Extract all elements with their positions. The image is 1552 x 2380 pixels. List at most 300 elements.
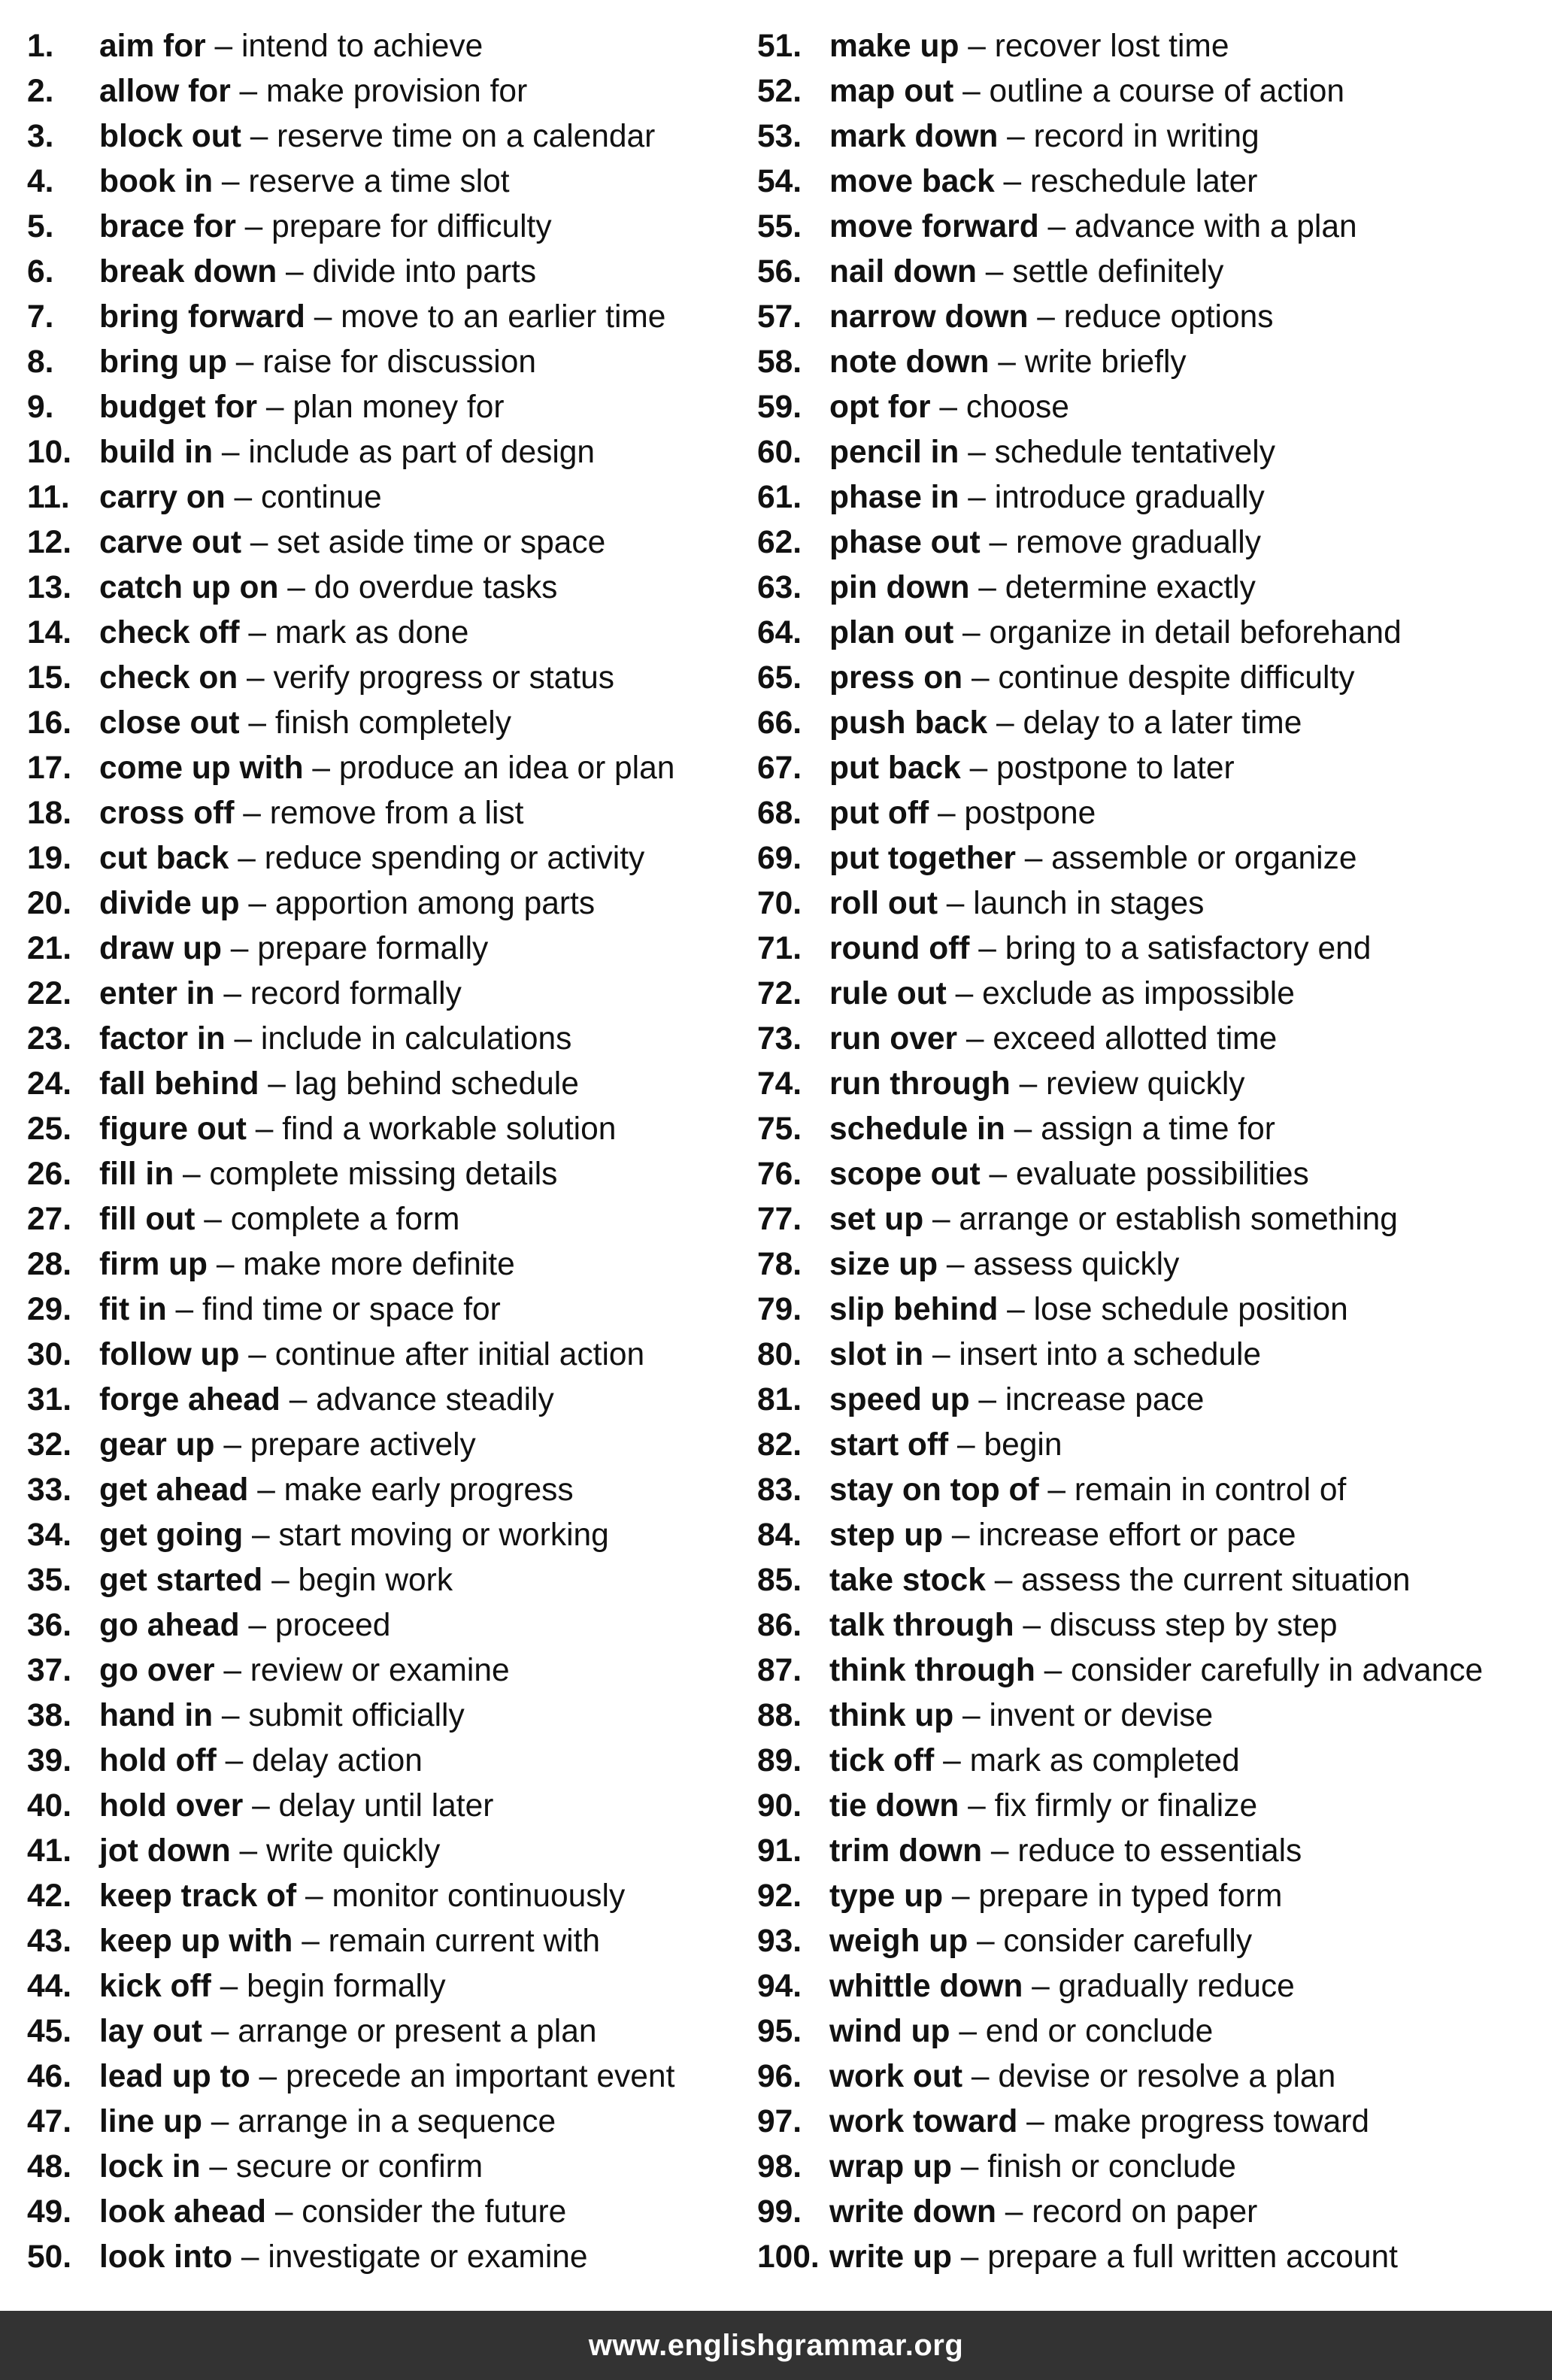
list-item xyxy=(757,295,1547,340)
dash-separator: – xyxy=(216,1743,253,1778)
list-item xyxy=(757,1693,1547,1739)
list-item xyxy=(757,520,1547,565)
phrasal-verb-term: fill in xyxy=(99,1157,174,1192)
phrasal-verb-definition: assess the current situation xyxy=(1021,1563,1411,1598)
phrasal-verb-definition: mark as done xyxy=(274,615,469,650)
item-number: 93. xyxy=(757,1924,802,1959)
dash-separator: – xyxy=(305,299,341,335)
dash-separator: – xyxy=(213,435,249,470)
item-number: 91. xyxy=(757,1833,802,1869)
item-number: 87. xyxy=(757,1653,802,1688)
phrasal-verb-term: lead up to xyxy=(99,2059,250,2094)
list-item xyxy=(757,205,1547,250)
phrasal-verb-definition: begin xyxy=(984,1427,1062,1463)
phrasal-verb-definition: arrange in a sequence xyxy=(238,2104,556,2139)
dash-separator: – xyxy=(1015,841,1052,876)
phrasal-verb-term: start off xyxy=(829,1427,949,1463)
dash-separator: – xyxy=(230,74,266,109)
item-number: 97. xyxy=(757,2104,802,2139)
dash-separator: – xyxy=(205,29,241,64)
list-item xyxy=(27,430,749,475)
phrasal-verb-term: write up xyxy=(829,2239,952,2275)
item-number: 3. xyxy=(27,119,54,154)
list-item xyxy=(27,520,749,565)
phrasal-verb-term: divide up xyxy=(99,886,240,921)
dash-separator: – xyxy=(235,209,272,244)
phrasal-verb-term: wrap up xyxy=(829,2149,952,2184)
item-number: 15. xyxy=(27,660,72,696)
list-item xyxy=(27,340,749,385)
phrasal-verb-term: cut back xyxy=(99,841,229,876)
phrasal-verb-term: get going xyxy=(99,1517,244,1553)
phrasal-verb-term: line up xyxy=(99,2104,202,2139)
list-item xyxy=(757,2235,1547,2280)
item-number: 80. xyxy=(757,1337,802,1372)
phrasal-verb-definition: make more definite xyxy=(243,1247,515,1282)
phrasal-verb-term: move back xyxy=(829,164,995,199)
dash-separator: – xyxy=(959,435,995,470)
phrasal-verb-term: enter in xyxy=(99,976,215,1011)
phrasal-verb-term: push back xyxy=(829,705,988,741)
phrasal-verb-definition: continue after initial action xyxy=(274,1337,645,1372)
phrasal-verb-term: work out xyxy=(829,2059,963,2094)
phrasal-verb-definition: postpone xyxy=(964,796,1096,831)
phrasal-verb-term: come up with xyxy=(99,750,304,786)
dash-separator: – xyxy=(1014,1608,1050,1643)
dash-separator: – xyxy=(239,705,275,741)
list-item xyxy=(27,1197,749,1242)
list-item xyxy=(27,2054,749,2100)
list-item xyxy=(27,1513,749,1558)
phrasal-verb-term: fall behind xyxy=(99,1066,259,1102)
list-item xyxy=(27,1242,749,1287)
item-number: 54. xyxy=(757,164,802,199)
item-number: 31. xyxy=(27,1382,72,1417)
phrasal-verb-term: think up xyxy=(829,1698,954,1733)
dash-separator: – xyxy=(241,525,277,560)
list-item xyxy=(27,205,749,250)
item-number: 46. xyxy=(27,2059,72,2094)
item-number: 51. xyxy=(757,29,802,64)
list-item xyxy=(757,611,1547,656)
list-item xyxy=(757,701,1547,746)
dash-separator: – xyxy=(1005,1111,1041,1147)
phrasal-verb-term: move forward xyxy=(829,209,1039,244)
phrasal-verb-definition: increase effort or pace xyxy=(978,1517,1296,1553)
dash-separator: – xyxy=(976,254,1013,290)
phrasal-verb-term: plan out xyxy=(829,615,954,650)
phrasal-verb-term: kick off xyxy=(99,1969,211,2004)
phrasal-verb-term: type up xyxy=(829,1878,944,1914)
item-number: 64. xyxy=(757,615,802,650)
item-number: 33. xyxy=(27,1472,72,1508)
phrasal-verb-definition: find time or space for xyxy=(202,1292,501,1327)
list-item xyxy=(757,1017,1547,1062)
list-item xyxy=(27,791,749,836)
phrasal-verb-definition: schedule tentatively xyxy=(994,435,1275,470)
phrasal-verb-term: map out xyxy=(829,74,954,109)
dash-separator: – xyxy=(239,615,275,650)
dash-separator: – xyxy=(202,2014,238,2049)
phrasal-verb-term: stay on top of xyxy=(829,1472,1039,1508)
phrasal-verb-definition: divide into parts xyxy=(312,254,537,290)
dash-separator: – xyxy=(214,976,250,1011)
list-item xyxy=(27,1107,749,1152)
item-number: 8. xyxy=(27,344,54,380)
item-number: 78. xyxy=(757,1247,802,1282)
phrasal-verb-definition: prepare actively xyxy=(250,1427,476,1463)
item-number: 52. xyxy=(757,74,802,109)
phrasal-verb-term: speed up xyxy=(829,1382,970,1417)
phrasal-verb-term: round off xyxy=(829,931,970,966)
list-item xyxy=(757,1964,1547,2009)
item-number: 14. xyxy=(27,615,72,650)
phrasal-verb-definition: arrange or present a plan xyxy=(238,2014,597,2049)
item-number: 99. xyxy=(757,2194,802,2230)
list-item xyxy=(757,1468,1547,1513)
list-item xyxy=(27,611,749,656)
phrasal-verb-definition: reserve time on a calendar xyxy=(277,119,656,154)
phrasal-verb-term: check on xyxy=(99,660,238,696)
list-item xyxy=(27,2190,749,2235)
phrasal-verb-definition: set aside time or space xyxy=(277,525,606,560)
list-item xyxy=(27,1468,749,1513)
item-number: 23. xyxy=(27,1021,72,1057)
phrasal-verb-definition: prepare formally xyxy=(257,931,489,966)
dash-separator: – xyxy=(953,615,990,650)
phrasal-verb-term: work toward xyxy=(829,2104,1018,2139)
phrasal-verb-definition: settle definitely xyxy=(1012,254,1224,290)
item-number: 44. xyxy=(27,1969,72,2004)
phrasal-verb-definition: advance with a plan xyxy=(1074,209,1357,244)
item-number: 6. xyxy=(27,254,54,290)
list-item xyxy=(27,1648,749,1693)
item-number: 43. xyxy=(27,1924,72,1959)
phrasal-verb-term: keep up with xyxy=(99,1924,293,1959)
phrasal-verb-definition: gradually reduce xyxy=(1058,1969,1295,2004)
dash-separator: – xyxy=(1010,1066,1047,1102)
dash-separator: – xyxy=(262,1563,299,1598)
dash-separator: – xyxy=(950,2014,986,2049)
dash-separator: – xyxy=(213,164,249,199)
dash-separator: – xyxy=(969,931,1005,966)
phrasal-verb-definition: finish or conclude xyxy=(987,2149,1236,2184)
item-number: 21. xyxy=(27,931,72,966)
item-number: 25. xyxy=(27,1111,72,1147)
dash-separator: – xyxy=(962,2059,999,2094)
phrasal-verb-term: put back xyxy=(829,750,961,786)
dash-separator: – xyxy=(211,1969,247,2004)
dash-separator: – xyxy=(959,29,995,64)
item-number: 17. xyxy=(27,750,72,786)
item-number: 28. xyxy=(27,1247,72,1282)
list-item xyxy=(27,2235,749,2280)
phrasal-verb-definition: evaluate possibilities xyxy=(1015,1157,1309,1192)
list-item xyxy=(27,2145,749,2190)
dash-separator: – xyxy=(243,1517,279,1553)
item-number: 22. xyxy=(27,976,72,1011)
phrasal-verb-term: close out xyxy=(99,705,240,741)
item-number: 11. xyxy=(27,480,70,515)
dash-separator: – xyxy=(1028,299,1064,335)
list-item xyxy=(757,1242,1547,1287)
dash-separator: – xyxy=(1023,1969,1059,2004)
dash-separator: – xyxy=(994,164,1030,199)
list-item xyxy=(27,565,749,611)
dash-separator: – xyxy=(953,1698,990,1733)
dash-separator: – xyxy=(989,344,1025,380)
phrasal-verb-term: slot in xyxy=(829,1337,924,1372)
phrasal-verb-term: step up xyxy=(829,1517,944,1553)
item-number: 82. xyxy=(757,1427,802,1463)
phrasal-verb-term: build in xyxy=(99,435,214,470)
list-item xyxy=(27,836,749,881)
phrasal-verb-definition: remain in control of xyxy=(1074,1472,1347,1508)
list-item xyxy=(27,385,749,430)
item-number: 37. xyxy=(27,1653,72,1688)
phrasal-verb-term: narrow down xyxy=(829,299,1029,335)
dash-separator: – xyxy=(982,1833,1018,1869)
phrasal-verb-term: opt for xyxy=(829,390,931,425)
list-item xyxy=(757,1558,1547,1603)
dash-separator: – xyxy=(248,1472,284,1508)
list-item xyxy=(757,565,1547,611)
phrasal-verb-definition: write briefly xyxy=(1024,344,1187,380)
phrasal-verb-definition: reduce to essentials xyxy=(1017,1833,1302,1869)
list-item xyxy=(27,1739,749,1784)
phrasal-verb-term: brace for xyxy=(99,209,236,244)
phrasal-verb-definition: intend to achieve xyxy=(241,29,483,64)
item-number: 62. xyxy=(757,525,802,560)
dash-separator: – xyxy=(226,344,263,380)
phrasal-verb-definition: mark as completed xyxy=(969,1743,1240,1778)
phrasal-verb-definition: precede an important event xyxy=(285,2059,675,2094)
list-item xyxy=(27,24,749,69)
item-number: 16. xyxy=(27,705,72,741)
phrasal-verb-term: think through xyxy=(829,1653,1035,1688)
item-number: 75. xyxy=(757,1111,802,1147)
phrasal-verb-term: get started xyxy=(99,1563,263,1598)
item-number: 9. xyxy=(27,390,54,425)
item-number: 89. xyxy=(757,1743,802,1778)
list-item xyxy=(757,250,1547,295)
list-item xyxy=(27,1874,749,1919)
phrasal-verb-term: hold off xyxy=(99,1743,217,1778)
phrasal-verb-definition: choose xyxy=(965,390,1069,425)
item-number: 67. xyxy=(757,750,802,786)
item-number: 10. xyxy=(27,435,72,470)
item-number: 5. xyxy=(27,209,54,244)
phrasal-verb-term: mark down xyxy=(829,119,999,154)
dash-separator: – xyxy=(239,1337,275,1372)
list-item xyxy=(27,1558,749,1603)
dash-separator: – xyxy=(998,1292,1034,1327)
list-item xyxy=(757,1603,1547,1648)
phrasal-verb-definition: recover lost time xyxy=(994,29,1229,64)
dash-separator: – xyxy=(241,119,277,154)
dash-separator: – xyxy=(943,1517,979,1553)
dash-separator: – xyxy=(229,841,265,876)
phrasal-verb-definition: write quickly xyxy=(265,1833,441,1869)
list-item xyxy=(757,972,1547,1017)
phrasal-verb-term: nail down xyxy=(829,254,977,290)
phrasal-verb-term: trim down xyxy=(829,1833,983,1869)
phrasal-verb-term: carve out xyxy=(99,525,241,560)
list-item xyxy=(757,1332,1547,1378)
list-item xyxy=(27,1784,749,1829)
list-item xyxy=(27,1287,749,1332)
dash-separator: – xyxy=(266,2194,302,2230)
phrasal-verb-term: carry on xyxy=(99,480,226,515)
list-item xyxy=(757,2145,1547,2190)
phrasal-verb-term: figure out xyxy=(99,1111,247,1147)
dash-separator: – xyxy=(230,1833,266,1869)
dash-separator: – xyxy=(953,74,990,109)
dash-separator: – xyxy=(1038,209,1075,244)
phrasal-verb-term: cross off xyxy=(99,796,235,831)
phrasal-verb-definition: record on paper xyxy=(1032,2194,1258,2230)
dash-separator: – xyxy=(960,750,997,786)
item-number: 41. xyxy=(27,1833,72,1869)
item-number: 76. xyxy=(757,1157,802,1192)
phrasal-verb-definition: continue xyxy=(260,480,382,515)
dash-separator: – xyxy=(957,1021,993,1057)
phrasal-verb-definition: apportion among parts xyxy=(274,886,596,921)
phrasal-verb-definition: postpone to later xyxy=(996,750,1235,786)
list-item xyxy=(27,1919,749,1964)
list-item xyxy=(27,475,749,520)
phrasal-verb-definition: complete a form xyxy=(230,1202,460,1237)
phrasal-verb-definition: review quickly xyxy=(1046,1066,1245,1102)
dash-separator: – xyxy=(951,2239,988,2275)
phrasal-verb-definition: reserve a time slot xyxy=(248,164,510,199)
dash-separator: – xyxy=(225,1021,261,1057)
dash-separator: – xyxy=(243,1788,279,1824)
phrasal-verb-definition: raise for discussion xyxy=(262,344,536,380)
list-item xyxy=(27,1062,749,1107)
phrasal-verb-definition: lose schedule position xyxy=(1033,1292,1348,1327)
dash-separator: – xyxy=(959,1788,995,1824)
phrasal-verb-definition: record formally xyxy=(250,976,462,1011)
dash-separator: – xyxy=(238,660,274,696)
phrasal-verb-definition: remain current with xyxy=(328,1924,601,1959)
phrasal-verb-term: put off xyxy=(829,796,929,831)
phrasal-verb-term: go over xyxy=(99,1653,215,1688)
phrasal-verb-definition: proceed xyxy=(274,1608,391,1643)
item-number: 2. xyxy=(27,74,54,109)
phrasal-verb-term: slip behind xyxy=(829,1292,999,1327)
dash-separator: – xyxy=(938,886,974,921)
list-item xyxy=(27,881,749,926)
item-number: 53. xyxy=(757,119,802,154)
list-item xyxy=(757,1062,1547,1107)
phrasal-verb-definition: assemble or organize xyxy=(1051,841,1357,876)
list-item xyxy=(27,250,749,295)
item-number: 32. xyxy=(27,1427,72,1463)
phrasal-verb-term: set up xyxy=(829,1202,924,1237)
phrasal-verb-term: forge ahead xyxy=(99,1382,280,1417)
phrasal-verb-definition: prepare in typed form xyxy=(978,1878,1283,1914)
item-number: 85. xyxy=(757,1563,802,1598)
phrasal-verb-definition: begin formally xyxy=(247,1969,446,2004)
dash-separator: – xyxy=(980,1157,1016,1192)
item-number: 42. xyxy=(27,1878,72,1914)
footer-website-link[interactable]: www.englishgrammar.org xyxy=(588,2328,964,2362)
dash-separator: – xyxy=(259,1066,295,1102)
list-item xyxy=(27,1152,749,1197)
phrasal-verb-definition: bring to a satisfactory end xyxy=(1005,931,1372,966)
phrasal-verb-term: phase in xyxy=(829,480,959,515)
phrasal-verb-definition: plan money for xyxy=(293,390,505,425)
phrasal-verb-definition: assign a time for xyxy=(1041,1111,1275,1147)
item-number: 49. xyxy=(27,2194,72,2230)
dash-separator: – xyxy=(225,480,261,515)
dash-separator: – xyxy=(1038,1472,1075,1508)
item-number: 18. xyxy=(27,796,72,831)
dash-separator: – xyxy=(174,1157,210,1192)
phrasal-verb-term: look into xyxy=(99,2239,233,2275)
item-number: 92. xyxy=(757,1878,802,1914)
phrasal-verb-term: jot down xyxy=(99,1833,231,1869)
list-item xyxy=(27,1017,749,1062)
dash-separator: – xyxy=(277,254,313,290)
dash-separator: – xyxy=(969,1382,1005,1417)
phrasal-verb-term: draw up xyxy=(99,931,222,966)
item-number: 35. xyxy=(27,1563,72,1598)
dash-separator: – xyxy=(208,1247,244,1282)
list-item xyxy=(757,2100,1547,2145)
phrasal-verb-term: press on xyxy=(829,660,963,696)
phrasal-verb-definition: discuss step by step xyxy=(1049,1608,1338,1643)
list-item xyxy=(757,1829,1547,1874)
item-number: 47. xyxy=(27,2104,72,2139)
phrasal-verb-definition: delay until later xyxy=(278,1788,494,1824)
phrasal-verb-definition: reschedule later xyxy=(1029,164,1258,199)
footer-bar xyxy=(0,2311,1552,2380)
phrasal-verb-term: hold over xyxy=(99,1788,244,1824)
phrasal-verb-definition: submit officially xyxy=(248,1698,465,1733)
dash-separator: – xyxy=(213,1698,249,1733)
list-item xyxy=(757,340,1547,385)
phrasal-verb-definition: complete missing details xyxy=(209,1157,558,1192)
dash-separator: – xyxy=(923,1337,959,1372)
list-item xyxy=(757,2190,1547,2235)
dash-separator: – xyxy=(278,570,314,605)
dash-separator: – xyxy=(239,1608,275,1643)
dash-separator: – xyxy=(969,570,1005,605)
dash-separator: – xyxy=(202,2104,238,2139)
phrasal-verb-definition: determine exactly xyxy=(1005,570,1256,605)
dash-separator: – xyxy=(923,1202,959,1237)
item-number: 26. xyxy=(27,1157,72,1192)
list-item xyxy=(757,1378,1547,1423)
phrasal-verb-definition: review or examine xyxy=(250,1653,510,1688)
list-column-left xyxy=(27,24,749,2280)
phrasal-verb-definition: start moving or working xyxy=(278,1517,609,1553)
list-item xyxy=(27,159,749,205)
item-number: 58. xyxy=(757,344,802,380)
item-number: 24. xyxy=(27,1066,72,1102)
dash-separator: – xyxy=(938,1247,974,1282)
phrasal-verb-definition: outline a course of action xyxy=(989,74,1345,109)
phrasal-verb-term: whittle down xyxy=(829,1969,1023,2004)
item-number: 34. xyxy=(27,1517,72,1553)
dash-separator: – xyxy=(246,1111,283,1147)
item-number: 13. xyxy=(27,570,72,605)
phrasal-verb-term: fit in xyxy=(99,1292,167,1327)
list-item xyxy=(757,24,1547,69)
list-item xyxy=(757,2009,1547,2054)
